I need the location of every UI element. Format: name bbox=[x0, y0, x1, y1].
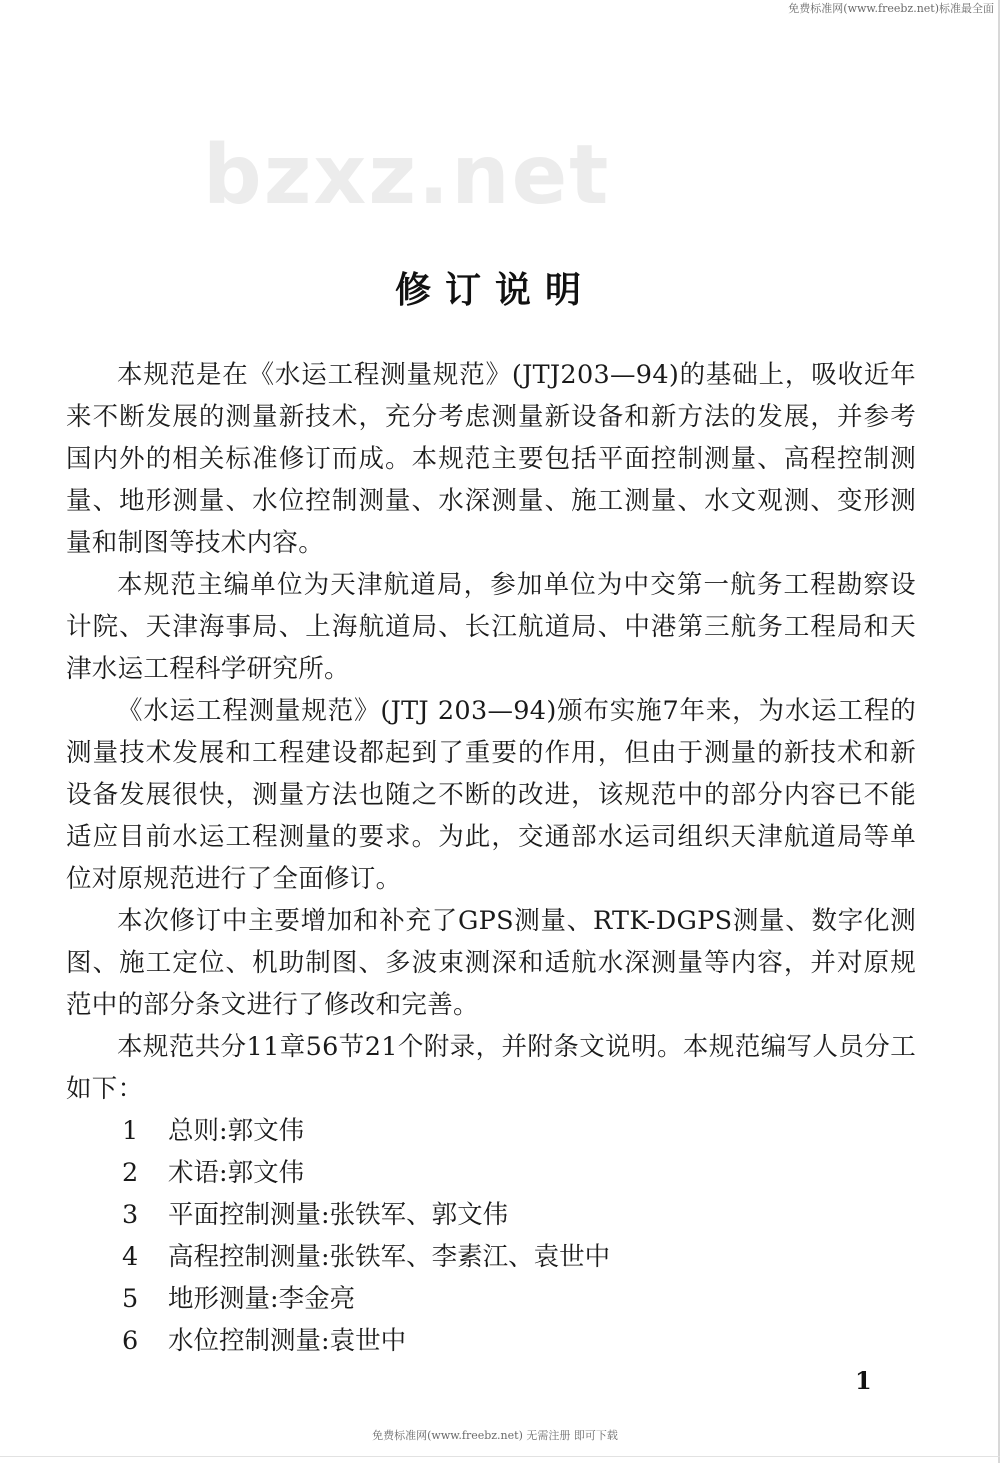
list-item-text: 水位控制测量:袁世中 bbox=[168, 1326, 407, 1356]
list-item-number: 1 bbox=[122, 1116, 139, 1146]
list-item bbox=[66, 1236, 916, 1278]
list-item bbox=[66, 1320, 916, 1362]
page-number: 1 bbox=[855, 1366, 872, 1395]
list-item-number: 3 bbox=[122, 1200, 139, 1230]
paragraph: 本规范是在《水运工程测量规范》(JTJ203—94)的基础上，吸收近年来不断发展的测量新技术，充分考虑测量新设备和新方法的发展，并参考国内外的相关标准修订而成。本规范主要包括平面控制测量、高程控制测量、地形测量、水位控制测量、水深测量、施工测量、水文观测、变形测量和制图等技术内容。 bbox=[66, 360, 916, 558]
author-list bbox=[66, 1110, 916, 1362]
list-item-text: 术语:郭文伟 bbox=[168, 1158, 305, 1188]
footer-note: 免费标准网(www.freebz.net) 无需注册 即可下载 bbox=[372, 1429, 618, 1442]
list-item bbox=[66, 1152, 916, 1194]
document-body bbox=[66, 354, 916, 1362]
list-item-number: 4 bbox=[122, 1242, 139, 1272]
paragraph: 《水运工程测量规范》(JTJ 203—94)颁布实施7年来，为水运工程的测量技术发展和工程建设都起到了重要的作用，但由于测量的新技术和新设备发展很快，测量方法也随之不断的改进，该规范中的部分内容已不能适应目前水运工程测量的要求。为此，交通部水运司组织天津航道局等单位对原规范进行了全面修订。 bbox=[66, 696, 916, 894]
list-item bbox=[66, 1110, 916, 1152]
list-item-text: 总则:郭文伟 bbox=[168, 1116, 305, 1146]
list-item-number: 2 bbox=[122, 1158, 139, 1188]
paragraph: 本规范共分11章56节21个附录，并附条文说明。本规范编写人员分工如下： bbox=[66, 1032, 916, 1104]
list-item bbox=[66, 1194, 916, 1236]
list-item-number: 6 bbox=[122, 1326, 139, 1356]
paragraph: 本次修订中主要增加和补充了GPS测量、RTK-DGPS测量、数字化测图、施工定位、机助制图、多波束测深和适航水深测量等内容，并对原规范中的部分条文进行了修改和完善。 bbox=[66, 906, 916, 1020]
list-item bbox=[66, 1278, 916, 1320]
page-title: 修订说明 bbox=[394, 270, 595, 311]
scan-edge-bottom bbox=[0, 1456, 1000, 1457]
header-note: 免费标准网(www.freebz.net)标准最全面 bbox=[788, 2, 994, 15]
paragraph: 本规范主编单位为天津航道局，参加单位为中交第一航务工程勘察设计院、天津海事局、上海航道局、长江航道局、中港第三航务工程局和天津水运工程科学研究所。 bbox=[66, 570, 916, 684]
list-item-text: 高程控制测量:张铁军、李素江、袁世中 bbox=[168, 1242, 611, 1272]
list-item-number: 5 bbox=[122, 1284, 139, 1314]
list-item-text: 地形测量:李金亮 bbox=[168, 1284, 356, 1314]
list-item-text: 平面控制测量:张铁军、郭文伟 bbox=[168, 1200, 509, 1230]
watermark: bzxz.net bbox=[203, 128, 611, 223]
